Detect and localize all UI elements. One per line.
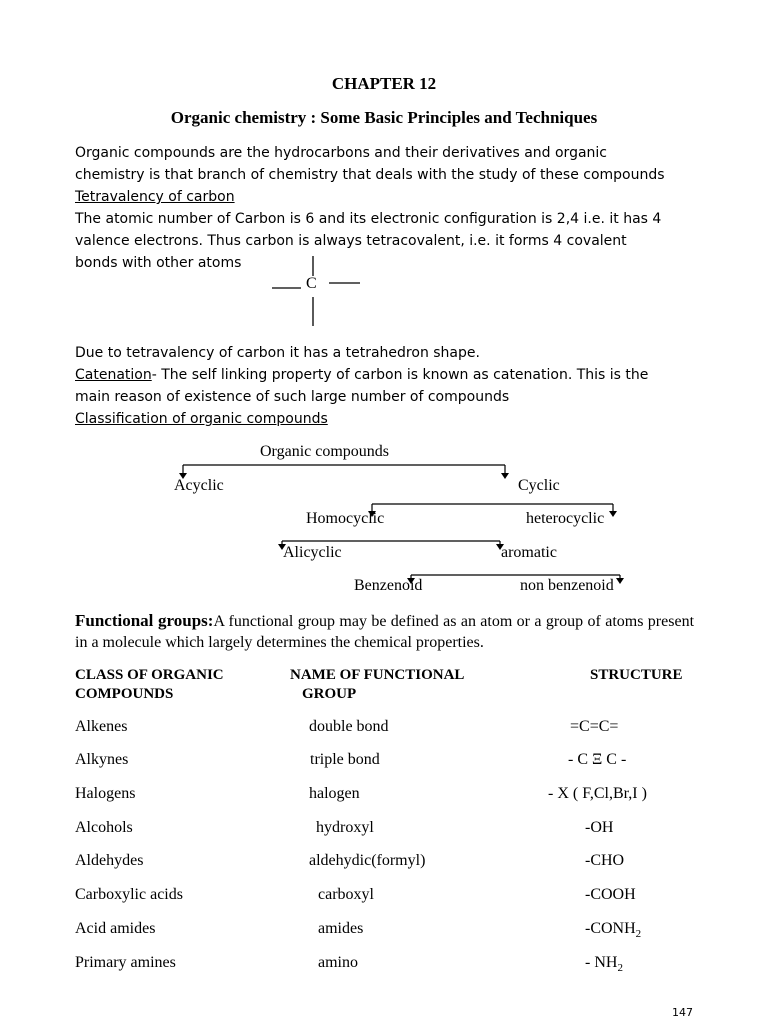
carbon-symbol: C xyxy=(306,275,317,292)
chapter-heading: CHAPTER 12 xyxy=(331,74,437,93)
row-alkenes-class: Alkenes xyxy=(75,718,128,735)
header-structure: STRUCTURE xyxy=(590,667,683,683)
row-amines-structure: - $NH_2$ xyxy=(585,954,623,975)
row-amides-class: Acid amides xyxy=(75,920,156,937)
catenation-term: Catenation xyxy=(75,367,152,383)
row-amides-name: amides xyxy=(318,920,364,937)
tree-cyclic: Cyclic xyxy=(518,477,560,494)
tetravalency-heading: Tetravalency of carbon xyxy=(75,189,235,205)
tetravalency-line-3: bonds with other atoms xyxy=(75,255,242,271)
row-alcohols-name: hydroxyl xyxy=(316,819,374,836)
row-amines-name: amino xyxy=(318,954,358,971)
row-alkynes-name: triple bond xyxy=(310,751,380,768)
catenation-text: - The self linking property of carbon is known as catenation. This is the xyxy=(151,367,649,383)
row-aldehydes-name: aldehydic(formyl) xyxy=(309,852,426,869)
row-halogens-structure: - X ( F,Cl,Br,I ) xyxy=(548,785,647,802)
functional-groups-paragraph xyxy=(75,610,694,653)
row-carboxylic-name: carboxyl xyxy=(318,886,374,903)
intro-line-2: chemistry is that branch of chemistry that deals with the study of these compounds xyxy=(75,167,665,183)
tetravalency-line-1: The atomic number of Carbon is 6 and its electronic configuration is 2,4 i.e. it has 4 xyxy=(75,211,662,227)
tree-acyclic: Acyclic xyxy=(174,477,224,494)
tree-alicyclic: Alicyclic xyxy=(283,544,342,561)
tree-root: Organic compounds xyxy=(260,443,390,460)
row-carboxylic-class: Carboxylic acids xyxy=(75,886,183,903)
row-alkenes-structure: =C=C= xyxy=(570,718,619,735)
row-carboxylic-structure: -COOH xyxy=(585,886,636,903)
row-alcohols-structure: -OH xyxy=(585,819,614,836)
row-alkynes-structure: - C Ξ C - xyxy=(568,751,627,768)
row-alkenes-name: double bond xyxy=(309,718,389,735)
row-aldehydes-structure: -CHO xyxy=(585,852,625,869)
page-title: Organic chemistry : Some Basic Principles and Techniques xyxy=(170,108,598,127)
functional-groups-label: Functional groups: xyxy=(75,611,214,630)
tree-branch-organic xyxy=(179,465,509,479)
page-number: 147 xyxy=(672,1006,693,1019)
header-class: CLASS OF ORGANIC COMPOUNDS xyxy=(75,667,224,702)
intro-line-1: Organic compounds are the hydrocarbons and their derivatives and organic xyxy=(75,145,607,161)
tree-heterocyclic: heterocyclic xyxy=(526,510,605,527)
tetravalency-line-2: valence electrons. Thus carbon is always tetracovalent, i.e. it forms 4 covalent xyxy=(75,233,627,249)
tree-non-benzenoid: non benzenoid xyxy=(520,577,614,594)
catenation-line-2: main reason of existence of such large number of compounds xyxy=(75,389,510,405)
row-alkynes-class: Alkynes xyxy=(75,751,129,768)
classification-heading: Classification of organic compounds xyxy=(75,411,328,427)
header-name: NAME OF FUNCTIONAL GROUP xyxy=(290,667,465,702)
tree-benzenoid: Benzenoid xyxy=(354,577,423,594)
functional-groups-text: A functional group may be defined as an atom or a group of atoms present in a molecule which largely determines the chemical properties. xyxy=(75,613,695,651)
row-halogens-name: halogen xyxy=(309,785,360,802)
row-aldehydes-class: Aldehydes xyxy=(75,852,144,869)
row-alcohols-class: Alcohols xyxy=(75,819,133,836)
row-amines-class: Primary amines xyxy=(75,954,176,971)
row-amides-structure: $-CONH_2$ xyxy=(585,920,642,941)
row-halogens-class: Halogens xyxy=(75,785,136,802)
tree-aromatic: aromatic xyxy=(501,544,557,561)
tetrahedron-line: Due to tetravalency of carbon it has a tetrahedron shape. xyxy=(75,345,480,361)
tree-homocyclic: Homocyclic xyxy=(306,510,385,527)
